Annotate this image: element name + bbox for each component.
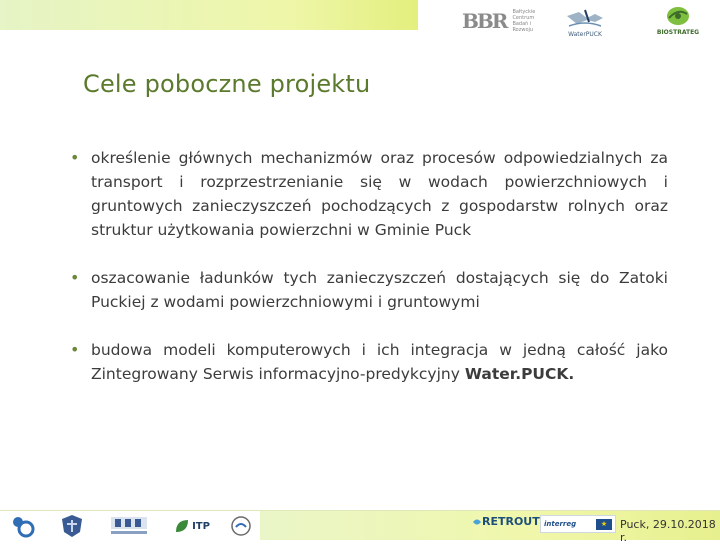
waterpuck-logo-icon xyxy=(565,6,605,30)
bullet-item xyxy=(70,266,668,314)
bbr-logo-text-line1: Bałtyckie Centrum xyxy=(512,9,536,21)
slide-title: Cele poboczne projektu xyxy=(83,70,371,98)
bbr-logo xyxy=(462,5,542,37)
bullet-list xyxy=(70,146,668,410)
retrout-logo-text: RETROUT xyxy=(482,515,540,528)
retrout-logo xyxy=(472,515,540,528)
shield-icon xyxy=(60,514,84,538)
io-logo xyxy=(8,513,38,539)
bbr-logo-text xyxy=(512,9,542,33)
bullet-icon: • xyxy=(70,340,80,359)
bullet-text: oszacowanie ładunków tych zanieczyszczeń dostających się do Zatoki Puckiej z wodami powierzchniowymi i gruntowymi xyxy=(91,269,668,311)
emblem-icon xyxy=(109,515,149,537)
header-accent-band xyxy=(0,0,418,30)
biostrateg-logo-caption: BIOSTRATEG xyxy=(656,29,700,36)
wat-logo xyxy=(58,513,86,539)
eu-flag-icon: ★ xyxy=(596,519,612,530)
footer-date: Puck, 29.10.2018 r. xyxy=(620,518,716,544)
waterpuck-logo xyxy=(555,4,615,40)
itp-logo-text: ITP xyxy=(192,520,210,532)
imgw-logo-icon xyxy=(230,515,252,537)
bullet-item xyxy=(70,146,668,242)
interreg-logo xyxy=(540,515,616,533)
io-logo-icon xyxy=(10,514,36,538)
itp-logo-icon xyxy=(174,518,190,534)
interreg-logo-text: interreg xyxy=(544,520,577,528)
bullet-item xyxy=(70,338,668,386)
bullet-text: określenie głównych mechanizmów oraz procesów odpowiedzialnych za transport i rozprzestrzenianie się w wodach powierzchniowych i gruntowych zanieczyszczeń pochodzących z gospodarstw rolnych oraz struktur użytkowania powierzchni w Gminie Puck xyxy=(91,149,668,239)
itp-logo xyxy=(170,513,214,539)
municipality-logo xyxy=(108,513,150,539)
bullet-text-strong: Water.PUCK. xyxy=(464,365,575,383)
bullet-text: budowa modeli komputerowych i ich integracja w jedną całość jako Zintegrowany Serwis informacyjno-predykcyjny xyxy=(91,341,668,383)
leaf-icon xyxy=(661,4,695,28)
imgw-logo xyxy=(228,513,254,539)
bbr-logo-text-line2: Badań i Rozwoju xyxy=(512,21,534,33)
bbr-logo-mark: BBR xyxy=(462,9,507,33)
bullet-icon: • xyxy=(70,268,80,287)
waterpuck-logo-caption: WaterPUCK xyxy=(568,31,602,38)
bullet-icon: • xyxy=(70,148,80,167)
biostrateg-logo xyxy=(648,4,708,38)
fish-icon xyxy=(472,517,482,527)
